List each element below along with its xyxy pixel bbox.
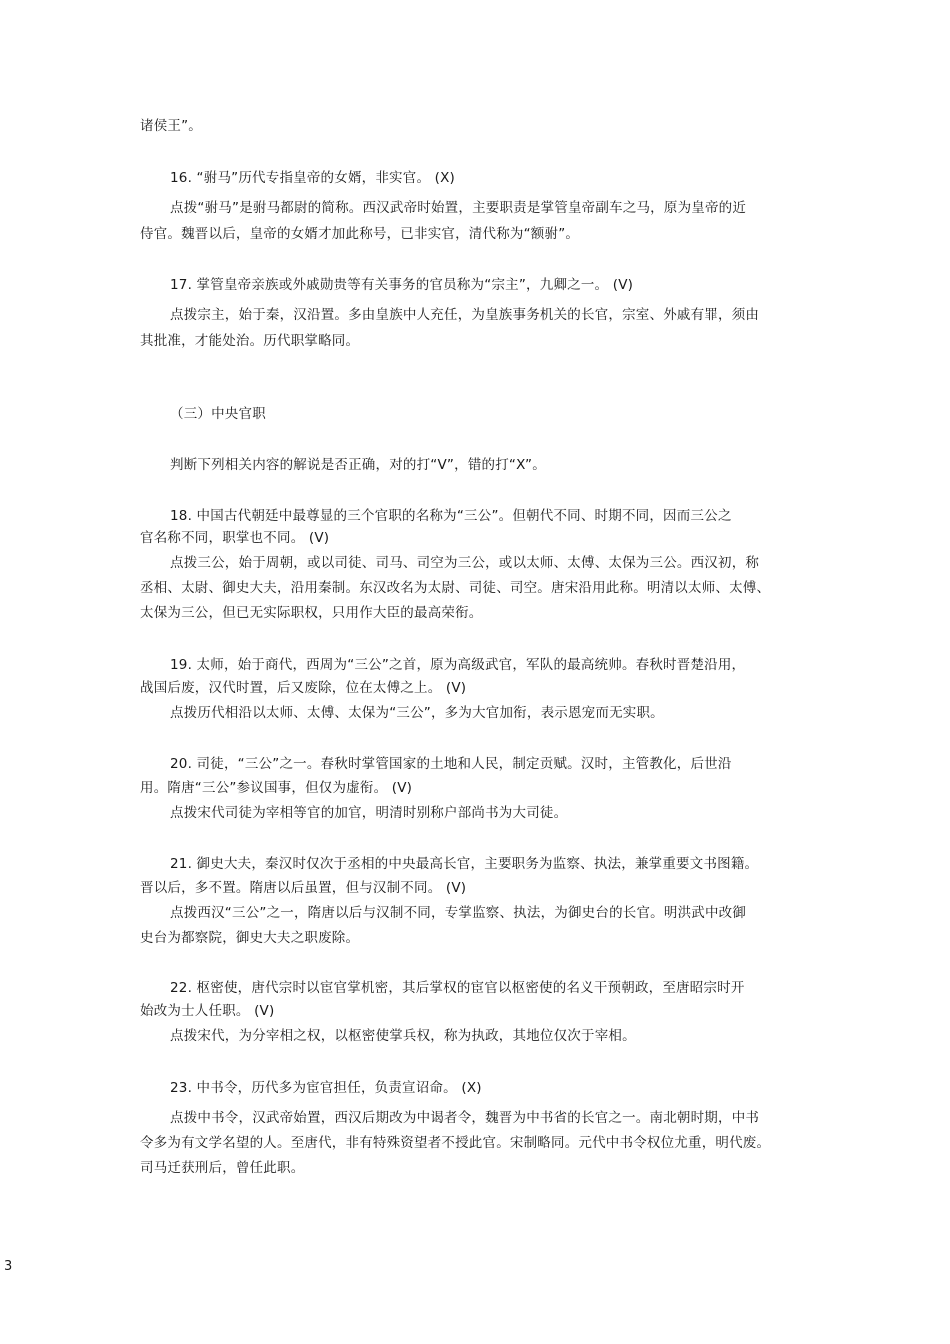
question-18-line-1: 18. 中国古代朝廷中最尊显的三个官职的名称为“三公”。但朝代不同、时期不同，因而三公之 xyxy=(170,508,732,524)
question-19-line-1: 19. 太师，始于商代，西周为“三公”之首，原为高级武官，军队的最高统帅。春秋时晋楚沿用， xyxy=(170,657,746,673)
question-17: 17. 掌管皇帝亲族或外戚勋贵等有关事务的官员称为“宗主”，九卿之一。 (V) xyxy=(170,277,634,293)
note-19-line-1: 点拨历代相沿以太师、太傅、太保为“三公”，多为大官加衔，表示恩宠而无实职。 xyxy=(170,705,664,721)
question-21-line-1: 21. 御史大夫，秦汉时仅次于丞相的中央最高长官，主要职务为监察、执法，兼掌重要文书图籍。 xyxy=(170,856,759,872)
section-heading: （三）中央官职 xyxy=(170,406,266,422)
note-16-line-2: 侍官。魏晋以后，皇帝的女婿才加此称号，已非实官，清代称为“额驸”。 xyxy=(140,226,580,242)
note-17-line-2: 其批准，才能处治。历代职掌略同。 xyxy=(140,333,360,349)
note-21-line-2: 史台为都察院，御史大夫之职废除。 xyxy=(140,930,360,946)
note-22-line-1: 点拨宋代，为分宰相之权，以枢密使掌兵权，称为执政，其地位仅次于宰相。 xyxy=(170,1028,636,1044)
question-22-line-1: 22. 枢密使，唐代宗时以宦官掌机密，其后掌权的宦官以枢密使的名义干预朝政，至唐昭宗时开 xyxy=(170,980,745,996)
note-17-line-1: 点拨宗主，始于秦，汉沿置。多由皇族中人充任，为皇族事务机关的长官，宗室、外戚有罪，须由 xyxy=(170,307,760,323)
page-number: 3 xyxy=(4,1259,13,1274)
note-20-line-1: 点拨宋代司徒为宰相等官的加官，明清时别称户部尚书为大司徒。 xyxy=(170,805,568,821)
note-18-line-3: 太保为三公，但已无实际职权，只用作大臣的最高荣衔。 xyxy=(140,605,483,621)
question-19-line-2: 战国后废，汉代时置，后又废除，位在太傅之上。 (V) xyxy=(140,680,467,696)
note-18-line-2: 丞相、太尉、御史大夫，沿用秦制。东汉改名为太尉、司徒、司空。唐宋沿用此称。明清以太师、太傅、 xyxy=(140,580,771,596)
note-18-line-1: 点拨三公，始于周朝，或以司徒、司马、司空为三公，或以太师、太傅、太保为三公。西汉初，称 xyxy=(170,555,760,571)
note-23-line-1: 点拨中书令，汉武帝始置，西汉后期改为中谒者令，魏晋为中书省的长官之一。南北朝时期，中书 xyxy=(170,1110,760,1126)
question-20-line-1: 20. 司徒，“三公”之一。春秋时掌管国家的土地和人民，制定贡赋。汉时，主管教化，后世沿 xyxy=(170,756,732,772)
intro-tail-line: 诸侯王”。 xyxy=(140,118,202,134)
question-22-line-2: 始改为士人任职。 (V) xyxy=(140,1003,275,1019)
note-21-line-1: 点拨西汉“三公”之一，隋唐以后与汉制不同，专掌监察、执法，为御史台的长官。明洪武中改御 xyxy=(170,905,747,921)
question-18-line-2: 官名称不同，职掌也不同。 (V) xyxy=(140,530,330,546)
note-16-line-1: 点拨“驸马”是驸马都尉的简称。西汉武帝时始置，主要职责是掌管皇帝副车之马，原为皇帝的近 xyxy=(170,200,747,216)
question-20-line-2: 用。隋唐“三公”参议国事，但仅为虚衔。 (V) xyxy=(140,780,413,796)
note-23-line-2: 令多为有文学名望的人。至唐代，非有特殊资望者不授此官。宋制略同。元代中书令权位尤重，明代废。 xyxy=(140,1135,771,1151)
instruction-text: 判断下列相关内容的解说是否正确，对的打“V”，错的打“X”。 xyxy=(170,457,546,473)
note-23-line-3: 司马迁获刑后，曾任此职。 xyxy=(140,1160,305,1176)
question-21-line-2: 晋以后，多不置。隋唐以后虽置，但与汉制不同。 (V) xyxy=(140,880,467,896)
question-16: 16. “驸马”历代专指皇帝的女婿，非实官。 (X) xyxy=(170,170,456,186)
question-23: 23. 中书令，历代多为宦官担任，负责宣诏命。 (X) xyxy=(170,1080,482,1096)
